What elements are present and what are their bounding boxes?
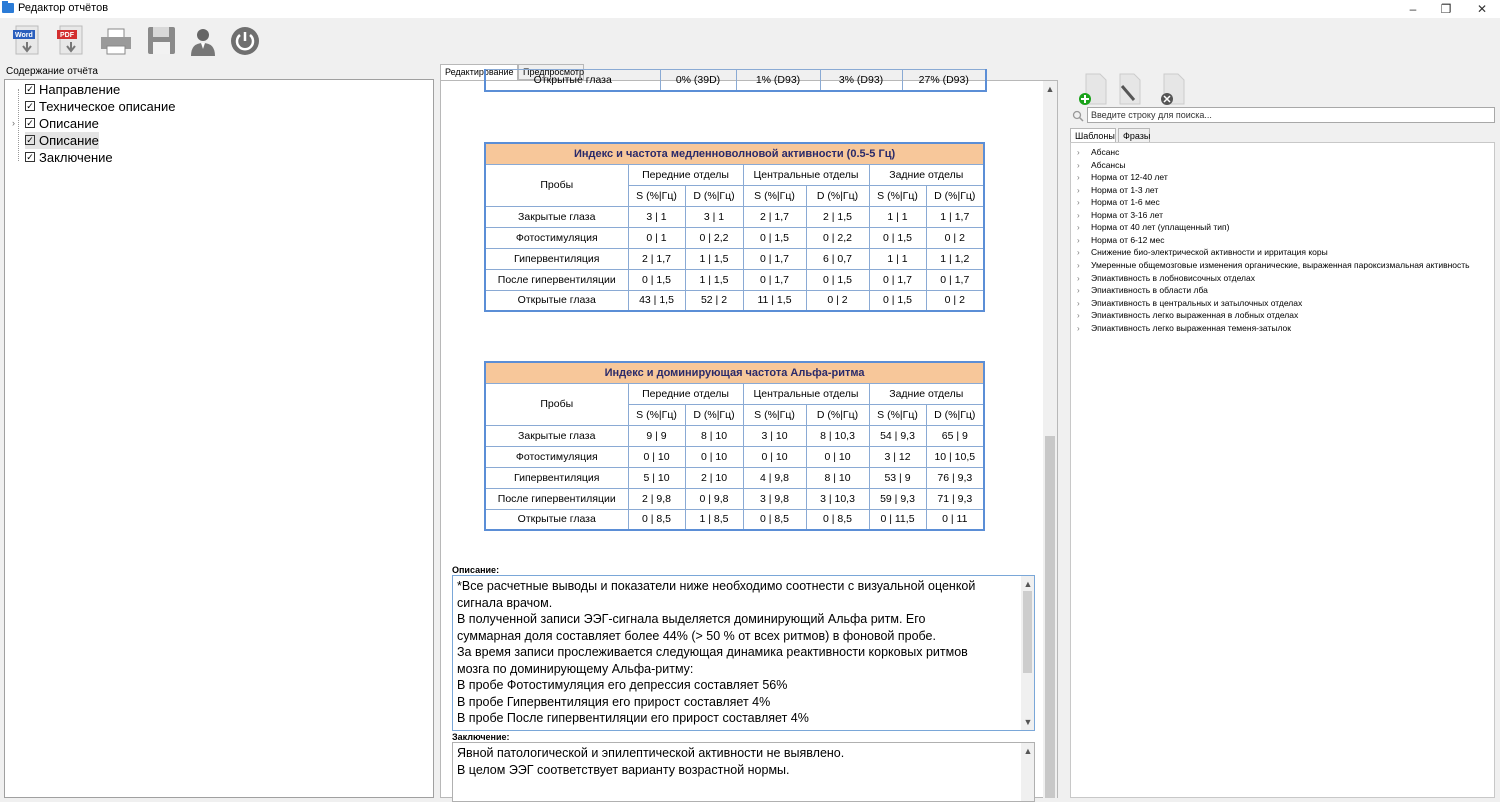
template-item-label: Снижение био-электрической активности и ирритация коры	[1091, 247, 1328, 258]
sub-header: S (%|Гц)	[628, 185, 685, 206]
row-label: Гипервентиляция	[485, 467, 628, 488]
template-item-label: Норма от 12-40 лет	[1091, 172, 1168, 183]
window-title: Редактор отчётов	[18, 2, 109, 14]
row-label: Закрытые глаза	[485, 206, 628, 227]
sub-header: D (%|Гц)	[926, 185, 984, 206]
description-label: Описание:	[452, 565, 500, 575]
template-item[interactable]	[1077, 284, 1208, 297]
chevron-right-icon[interactable]: ›	[1077, 298, 1080, 308]
group-header: Передние отделы	[628, 383, 743, 404]
text-line: В целом ЭЭГ соответствует варианту возрастной нормы.	[457, 762, 790, 777]
table-cell: 0 | 10	[685, 446, 743, 467]
table-cell: 8 | 10	[806, 467, 869, 488]
table-cell: 3 | 10	[743, 425, 806, 446]
table-cell: 0 | 9,8	[685, 488, 743, 509]
template-item[interactable]	[1077, 322, 1291, 335]
table-cell: 3 | 12	[869, 446, 926, 467]
group-header: Задние отделы	[869, 164, 984, 185]
template-item-label: Норма от 1-6 мес	[1091, 197, 1160, 208]
tree-item-label: Описание	[39, 116, 99, 131]
row-label: Фотостимуляция	[485, 446, 628, 467]
template-item[interactable]	[1077, 209, 1163, 222]
sub-header: D (%|Гц)	[685, 185, 743, 206]
table-cell: 52 | 2	[685, 290, 743, 311]
template-item[interactable]	[1077, 309, 1298, 322]
row-label: Открытые глаза	[485, 70, 660, 91]
template-item[interactable]	[1077, 184, 1158, 197]
slow-wave-table	[484, 142, 985, 312]
template-item[interactable]	[1077, 221, 1229, 234]
chevron-right-icon[interactable]: ›	[1077, 235, 1080, 245]
template-item-label: Эпиактивность в центральных и затылочных отделах	[1091, 297, 1303, 308]
doctor-user-icon	[186, 24, 220, 58]
table-cell: 0 | 2	[926, 290, 984, 311]
table-cell: 1 | 1,5	[685, 269, 743, 290]
scroll-thumb[interactable]	[1045, 436, 1055, 798]
table-cell: 0 | 11	[926, 509, 984, 530]
text-line: В пробе После гипервентиляции его прирост составляет 4%	[457, 711, 809, 725]
table-cell: 0 | 11,5	[869, 509, 926, 530]
chevron-right-icon[interactable]: ›	[1077, 323, 1080, 333]
table-cell: 0 | 1,7	[743, 248, 806, 269]
svg-text:Word: Word	[15, 32, 33, 39]
tab-templates[interactable]: Шаблоны	[1070, 128, 1116, 143]
table-cell: 1 | 1,5	[685, 248, 743, 269]
table-cell: 2 | 1,7	[743, 206, 806, 227]
row-label: Открытые глаза	[485, 509, 628, 530]
group-header: Передние отделы	[628, 164, 743, 185]
tree-item-description-selected[interactable]	[25, 132, 99, 149]
tree-connector	[18, 89, 19, 161]
table-row	[485, 206, 984, 227]
tab-preview[interactable]: Предпросмотр	[518, 64, 584, 80]
table-cell: 2 | 9,8	[628, 488, 685, 509]
delete-template-button[interactable]	[1156, 72, 1188, 106]
template-item[interactable]	[1077, 246, 1328, 259]
template-item[interactable]	[1077, 272, 1255, 285]
description-textarea[interactable]	[452, 575, 1035, 731]
scroll-up-icon[interactable]: ▲	[1023, 746, 1033, 756]
template-item-label: Эпиактивность легко выраженная в лобных отделах	[1091, 310, 1299, 321]
table-cell: 0 | 1,7	[743, 269, 806, 290]
add-template-button[interactable]	[1078, 72, 1110, 106]
table-cell: 6 | 0,7	[806, 248, 869, 269]
text-line: Явной патологической и эпилептической активности не выявлено.	[457, 746, 845, 760]
template-item[interactable]	[1077, 146, 1119, 159]
template-item-label: Норма от 1-3 лет	[1091, 184, 1159, 195]
doctor-button[interactable]	[186, 24, 220, 58]
search-input[interactable]: Введите строку для поиска...	[1087, 107, 1495, 123]
sub-header: S (%|Гц)	[869, 185, 926, 206]
table-row	[485, 227, 984, 248]
tree-item-label: Описание	[39, 133, 99, 148]
restore-button[interactable]: ❐	[1440, 2, 1452, 16]
template-item-label: Умеренные общемозговые изменения органические, выраженная пароксизмальная активность	[1091, 259, 1470, 270]
table-cell: 0 | 1	[628, 227, 685, 248]
row-label: Открытые глаза	[485, 290, 628, 311]
group-header: Центральные отделы	[743, 164, 869, 185]
checkbox-checked-icon[interactable]: ✓	[26, 152, 34, 162]
table-cell: 2 | 1,5	[806, 206, 869, 227]
sub-header: D (%|Гц)	[926, 404, 984, 425]
table-cell: 3 | 1	[685, 206, 743, 227]
table-cell: 0 | 1,5	[869, 227, 926, 248]
table-cell: 5 | 10	[628, 467, 685, 488]
table-cell: 53 | 9	[869, 467, 926, 488]
scroll-up-icon[interactable]: ▲	[1045, 84, 1055, 94]
chevron-right-icon[interactable]: ›	[1077, 173, 1080, 183]
tree-item-conclusion[interactable]	[25, 149, 113, 166]
table-cell: 10 | 10,5	[926, 446, 984, 467]
table-cell: 65 | 9	[926, 425, 984, 446]
scroll-down-icon[interactable]: ▼	[1023, 716, 1033, 727]
table-row	[485, 290, 984, 311]
table-cell: 0 | 1,5	[806, 269, 869, 290]
report-contents-tree	[4, 79, 434, 798]
table-cell: 3 | 1	[628, 206, 685, 227]
partial-table-row	[484, 69, 987, 92]
chevron-right-icon[interactable]: ›	[1077, 286, 1080, 296]
chevron-right-icon[interactable]: ›	[1077, 248, 1080, 258]
sub-header: D (%|Гц)	[806, 404, 869, 425]
table-title: Индекс и частота медленноволновой активности (0.5-5 Гц)	[485, 143, 984, 164]
checkbox-checked-icon[interactable]: ✓	[26, 135, 34, 145]
conclusion-text	[457, 745, 1018, 778]
table-cell: 0 | 8,5	[806, 509, 869, 530]
close-button[interactable]: ✕	[1476, 2, 1488, 16]
table-cell: 76 | 9,3	[926, 467, 984, 488]
chevron-right-icon[interactable]: ›	[1077, 311, 1080, 321]
chevron-right-icon[interactable]: ›	[1077, 198, 1080, 208]
table-cell: 27% (D93)	[902, 70, 986, 91]
table-cell: 0 | 1,5	[869, 290, 926, 311]
title-bar	[0, 0, 1500, 18]
conclusion-scrollbar[interactable]	[1021, 743, 1034, 801]
document-editor[interactable]	[440, 73, 1058, 798]
template-item[interactable]	[1077, 234, 1165, 247]
pdf-export-icon	[54, 24, 88, 58]
description-scrollbar[interactable]	[1021, 576, 1034, 730]
tree-item-label: Техническое описание	[39, 99, 176, 114]
text-line: суммарная доля составляет более 44% (> 50 % от всех ритмов) в фоновой пробе.	[457, 628, 936, 643]
tree-item-label: Направление	[39, 82, 121, 97]
table-cell: 0 | 10	[743, 446, 806, 467]
table-cell: 3 | 10,3	[806, 488, 869, 509]
exit-button[interactable]	[228, 24, 262, 58]
template-item[interactable]	[1077, 259, 1470, 272]
table-row	[485, 509, 984, 530]
minimize-button[interactable]: –	[1409, 2, 1417, 16]
table-cell: 0 | 10	[806, 446, 869, 467]
chevron-right-icon[interactable]: ›	[12, 118, 15, 128]
table-cell: 0 | 8,5	[743, 509, 806, 530]
template-item-label: Абсанс	[1091, 147, 1120, 157]
table-row	[485, 248, 984, 269]
chevron-right-icon[interactable]: ›	[1077, 210, 1080, 220]
table-cell: 1 | 1,2	[926, 248, 984, 269]
table-cell: 0 | 1,7	[869, 269, 926, 290]
tree-item-technical-description[interactable]	[25, 98, 175, 115]
sub-header: D (%|Гц)	[806, 185, 869, 206]
text-line: мозга по доминирующему Альфа-ритму:	[457, 661, 694, 676]
text-line: За время записи прослеживается следующая динамика реактивности корковых ритмов	[457, 645, 968, 659]
table-cell: 2 | 10	[685, 467, 743, 488]
text-line: В пробе Фотостимуляция его депрессия составляет 56%	[457, 678, 788, 692]
chevron-right-icon[interactable]: ›	[1077, 273, 1080, 283]
table-cell: 43 | 1,5	[628, 290, 685, 311]
table-row	[485, 269, 984, 290]
report-contents-label: Содержание отчёта	[6, 66, 98, 77]
table-title: Индекс и доминирующая частота Альфа-ритма	[485, 362, 984, 383]
text-line: В полученной записи ЭЭГ-сигнала выделяется доминирующий Альфа ритм. Его	[457, 612, 926, 626]
checkbox-checked-icon[interactable]: ✓	[26, 84, 34, 94]
table-cell: 54 | 9,3	[869, 425, 926, 446]
table-body	[485, 206, 984, 311]
word-export-icon	[10, 24, 44, 58]
table-row	[485, 488, 984, 509]
table-cell: 0 | 10	[628, 446, 685, 467]
chevron-right-icon[interactable]: ›	[1077, 223, 1080, 233]
template-item-label: Норма от 6-12 мес	[1091, 234, 1165, 245]
toolbar	[0, 18, 1500, 64]
templates-list	[1070, 142, 1495, 798]
print-button[interactable]	[99, 24, 133, 58]
chevron-right-icon[interactable]: ›	[1077, 185, 1080, 195]
export-word-button[interactable]	[10, 24, 44, 58]
table-cell: 1 | 8,5	[685, 509, 743, 530]
table-cell: 4 | 9,8	[743, 467, 806, 488]
row-label: Гипервентиляция	[485, 248, 628, 269]
table-row	[485, 425, 984, 446]
scroll-up-icon[interactable]: ▲	[1023, 579, 1033, 589]
power-icon	[228, 24, 262, 58]
pencil-edit-icon	[1112, 72, 1144, 106]
row-label: После гипервентиляции	[485, 269, 628, 290]
table-cell: 0 | 8,5	[628, 509, 685, 530]
template-item-label: Эпиактивность в лобновисочных отделах	[1091, 272, 1255, 283]
tree-item-label: Заключение	[39, 150, 113, 165]
row-label: После гипервентиляции	[485, 488, 628, 509]
table-row	[485, 446, 984, 467]
sub-header: S (%|Гц)	[628, 404, 685, 425]
template-item-label: Норма от 40 лет (уплащенный тип)	[1091, 222, 1230, 233]
sub-header: S (%|Гц)	[743, 185, 806, 206]
save-button[interactable]	[145, 24, 179, 58]
probe-header: Пробы	[485, 383, 628, 425]
table-cell: 1 | 1	[869, 248, 926, 269]
sub-header: S (%|Гц)	[869, 404, 926, 425]
table-cell: 0 | 2	[926, 227, 984, 248]
table-cell: 3% (D93)	[820, 70, 902, 91]
table-cell: 1 | 1,7	[926, 206, 984, 227]
tree-item-description[interactable]	[25, 115, 99, 132]
sub-header: S (%|Гц)	[743, 404, 806, 425]
template-item-label: Абсансы	[1091, 159, 1126, 170]
table-cell: 59 | 9,3	[869, 488, 926, 509]
svg-text:PDF: PDF	[60, 32, 74, 39]
chevron-right-icon[interactable]: ›	[1077, 160, 1080, 170]
table-cell: 0 | 2	[806, 290, 869, 311]
table-row	[485, 467, 984, 488]
template-item-label: Норма от 3-16 лет	[1091, 209, 1163, 220]
text-line: *Все расчетные выводы и показатели ниже необходимо соотнести с визуальной оценкой	[457, 579, 976, 593]
table-cell: 8 | 10,3	[806, 425, 869, 446]
app-folder-icon	[2, 3, 14, 13]
table-cell: 11 | 1,5	[743, 290, 806, 311]
chevron-right-icon[interactable]: ›	[1077, 260, 1080, 270]
table-cell: 0 | 1,5	[628, 269, 685, 290]
document-scrollbar[interactable]	[1043, 81, 1057, 798]
template-item[interactable]	[1077, 297, 1302, 310]
export-pdf-button[interactable]	[54, 24, 88, 58]
probe-header: Пробы	[485, 164, 628, 206]
table-cell: 1% (D93)	[736, 70, 820, 91]
template-item[interactable]	[1077, 171, 1168, 184]
template-item[interactable]	[1077, 196, 1160, 209]
text-line: В пробе Гипервентиляция его прирост составляет 4%	[457, 694, 771, 709]
table-cell: 1 | 1	[869, 206, 926, 227]
row-label: Закрытые глаза	[485, 425, 628, 446]
printer-icon	[99, 24, 133, 58]
scroll-thumb[interactable]	[1023, 591, 1032, 673]
template-item-label: Эпиактивность в области лба	[1091, 285, 1208, 296]
sub-header: D (%|Гц)	[685, 404, 743, 425]
description-text	[457, 578, 1018, 727]
tree-item-direction[interactable]	[25, 81, 120, 98]
text-line: сигнала врачом.	[457, 595, 553, 610]
table-cell: 0 | 1,7	[926, 269, 984, 290]
floppy-disk-icon	[145, 24, 179, 58]
template-item[interactable]	[1077, 159, 1125, 172]
checkbox-checked-icon[interactable]: ✓	[26, 118, 34, 128]
template-item-label: Эпиактивность легко выраженная теменя-затылок	[1091, 322, 1291, 333]
table-cell: 3 | 9,8	[743, 488, 806, 509]
group-header: Центральные отделы	[743, 383, 869, 404]
add-document-icon	[1078, 72, 1110, 106]
table-cell: 0% (39D)	[660, 70, 736, 91]
conclusion-textarea[interactable]	[452, 742, 1035, 802]
group-header: Задние отделы	[869, 383, 984, 404]
row-label: Фотостимуляция	[485, 227, 628, 248]
table-cell: 9 | 9	[628, 425, 685, 446]
table-cell: 0 | 2,2	[806, 227, 869, 248]
table-cell: 8 | 10	[685, 425, 743, 446]
table-cell: 2 | 1,7	[628, 248, 685, 269]
table-cell: 71 | 9,3	[926, 488, 984, 509]
table-body	[485, 425, 984, 530]
chevron-right-icon[interactable]: ›	[1077, 148, 1080, 157]
table-cell: 0 | 2,2	[685, 227, 743, 248]
alpha-rhythm-table	[484, 361, 985, 531]
search-icon	[1072, 109, 1084, 121]
table-cell: 0 | 1,5	[743, 227, 806, 248]
delete-document-icon	[1156, 72, 1188, 106]
conclusion-label: Заключение:	[452, 732, 510, 742]
edit-template-button[interactable]	[1112, 72, 1144, 106]
tab-phrases[interactable]: Фразы	[1118, 128, 1150, 143]
checkbox-checked-icon[interactable]: ✓	[26, 101, 34, 111]
tab-editing[interactable]: Редактирование	[440, 64, 518, 81]
